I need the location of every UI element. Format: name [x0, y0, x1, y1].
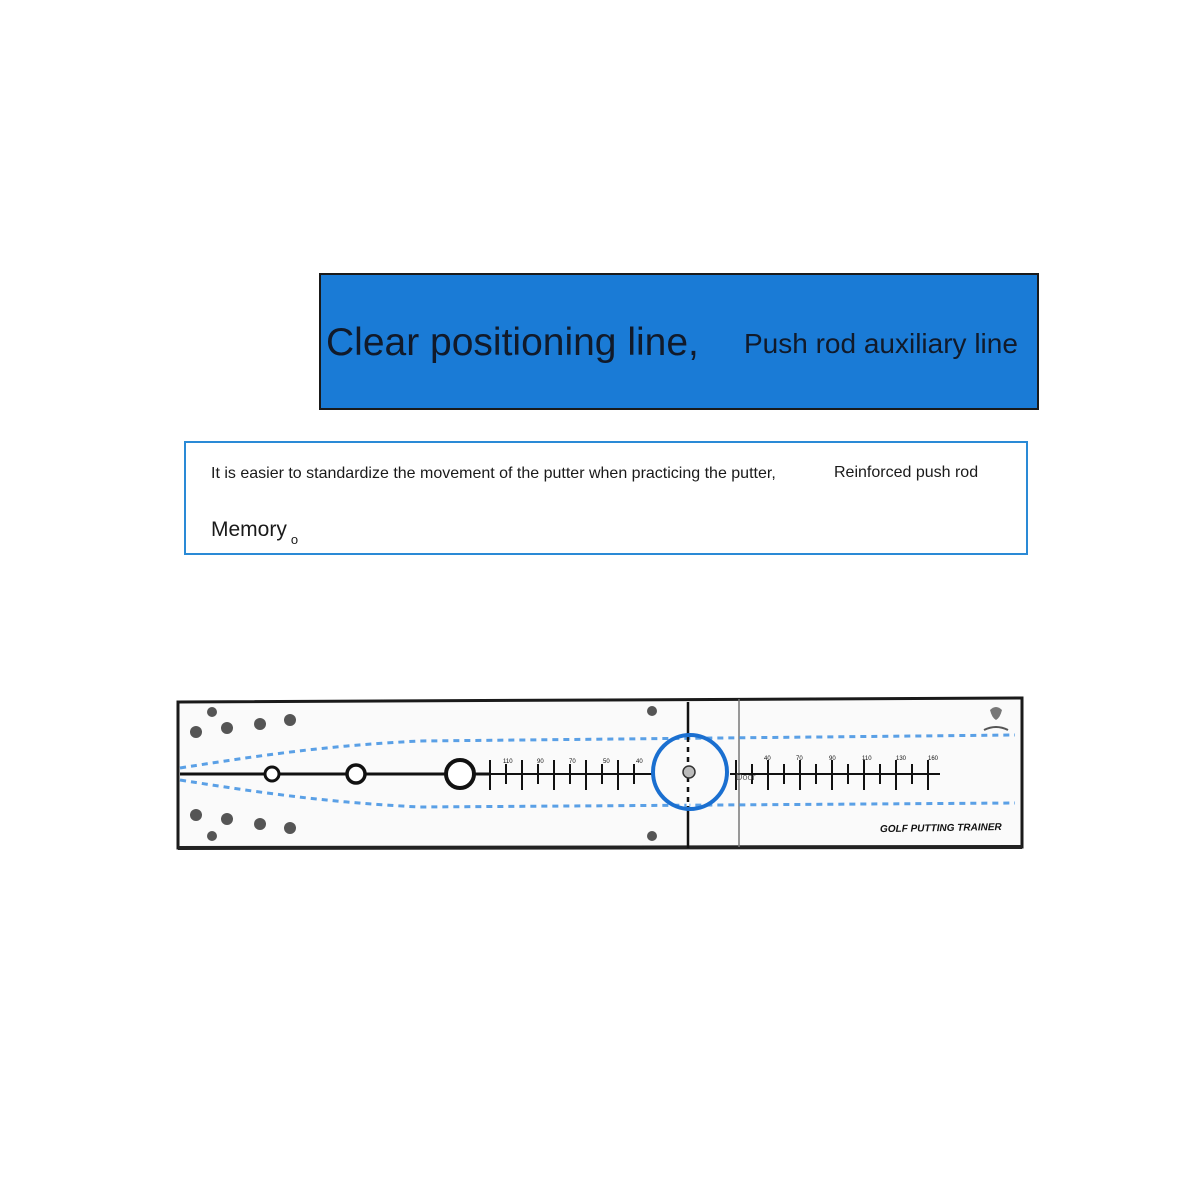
screw-bottom	[647, 831, 657, 841]
tick-label: 160	[928, 756, 939, 762]
dot	[254, 818, 266, 830]
tick-label: 110	[862, 756, 872, 762]
center-text: Door	[736, 772, 756, 782]
tick-label: 70	[569, 759, 576, 765]
description-suffix: o	[290, 532, 299, 547]
tick-label: 50	[603, 759, 610, 765]
dot	[190, 809, 202, 821]
description-memory: Memory	[211, 518, 287, 541]
tick-label: 90	[537, 759, 544, 765]
dot	[284, 714, 296, 726]
dot	[284, 822, 296, 834]
screw-top	[647, 706, 657, 716]
banner-subline: Push rod auxiliary line	[744, 328, 1018, 359]
hole-center	[683, 766, 695, 778]
product-label: GOLF PUTTING TRAINER	[879, 821, 1002, 836]
target-small	[265, 767, 279, 781]
tick-label: 90	[829, 756, 836, 762]
tick-label: 130	[896, 756, 907, 762]
description-line-1b: Reinforced push rod	[834, 464, 979, 481]
dot	[221, 813, 233, 825]
dot	[254, 718, 266, 730]
dot	[221, 722, 233, 734]
dot	[207, 831, 217, 841]
target-large	[446, 760, 474, 788]
tick-label: 110	[503, 759, 513, 765]
target-medium	[347, 765, 365, 783]
dot	[207, 707, 217, 717]
tick-label: 40	[636, 759, 643, 765]
dot	[190, 726, 202, 738]
tick-label: 70	[796, 756, 803, 762]
description-line-1: It is easier to standardize the movement of the putter when practicing the putter,	[211, 465, 776, 482]
board-bottom-shadow	[178, 847, 1022, 848]
banner-headline: Clear positioning line,	[326, 321, 699, 364]
tick-label: 40	[764, 756, 771, 762]
